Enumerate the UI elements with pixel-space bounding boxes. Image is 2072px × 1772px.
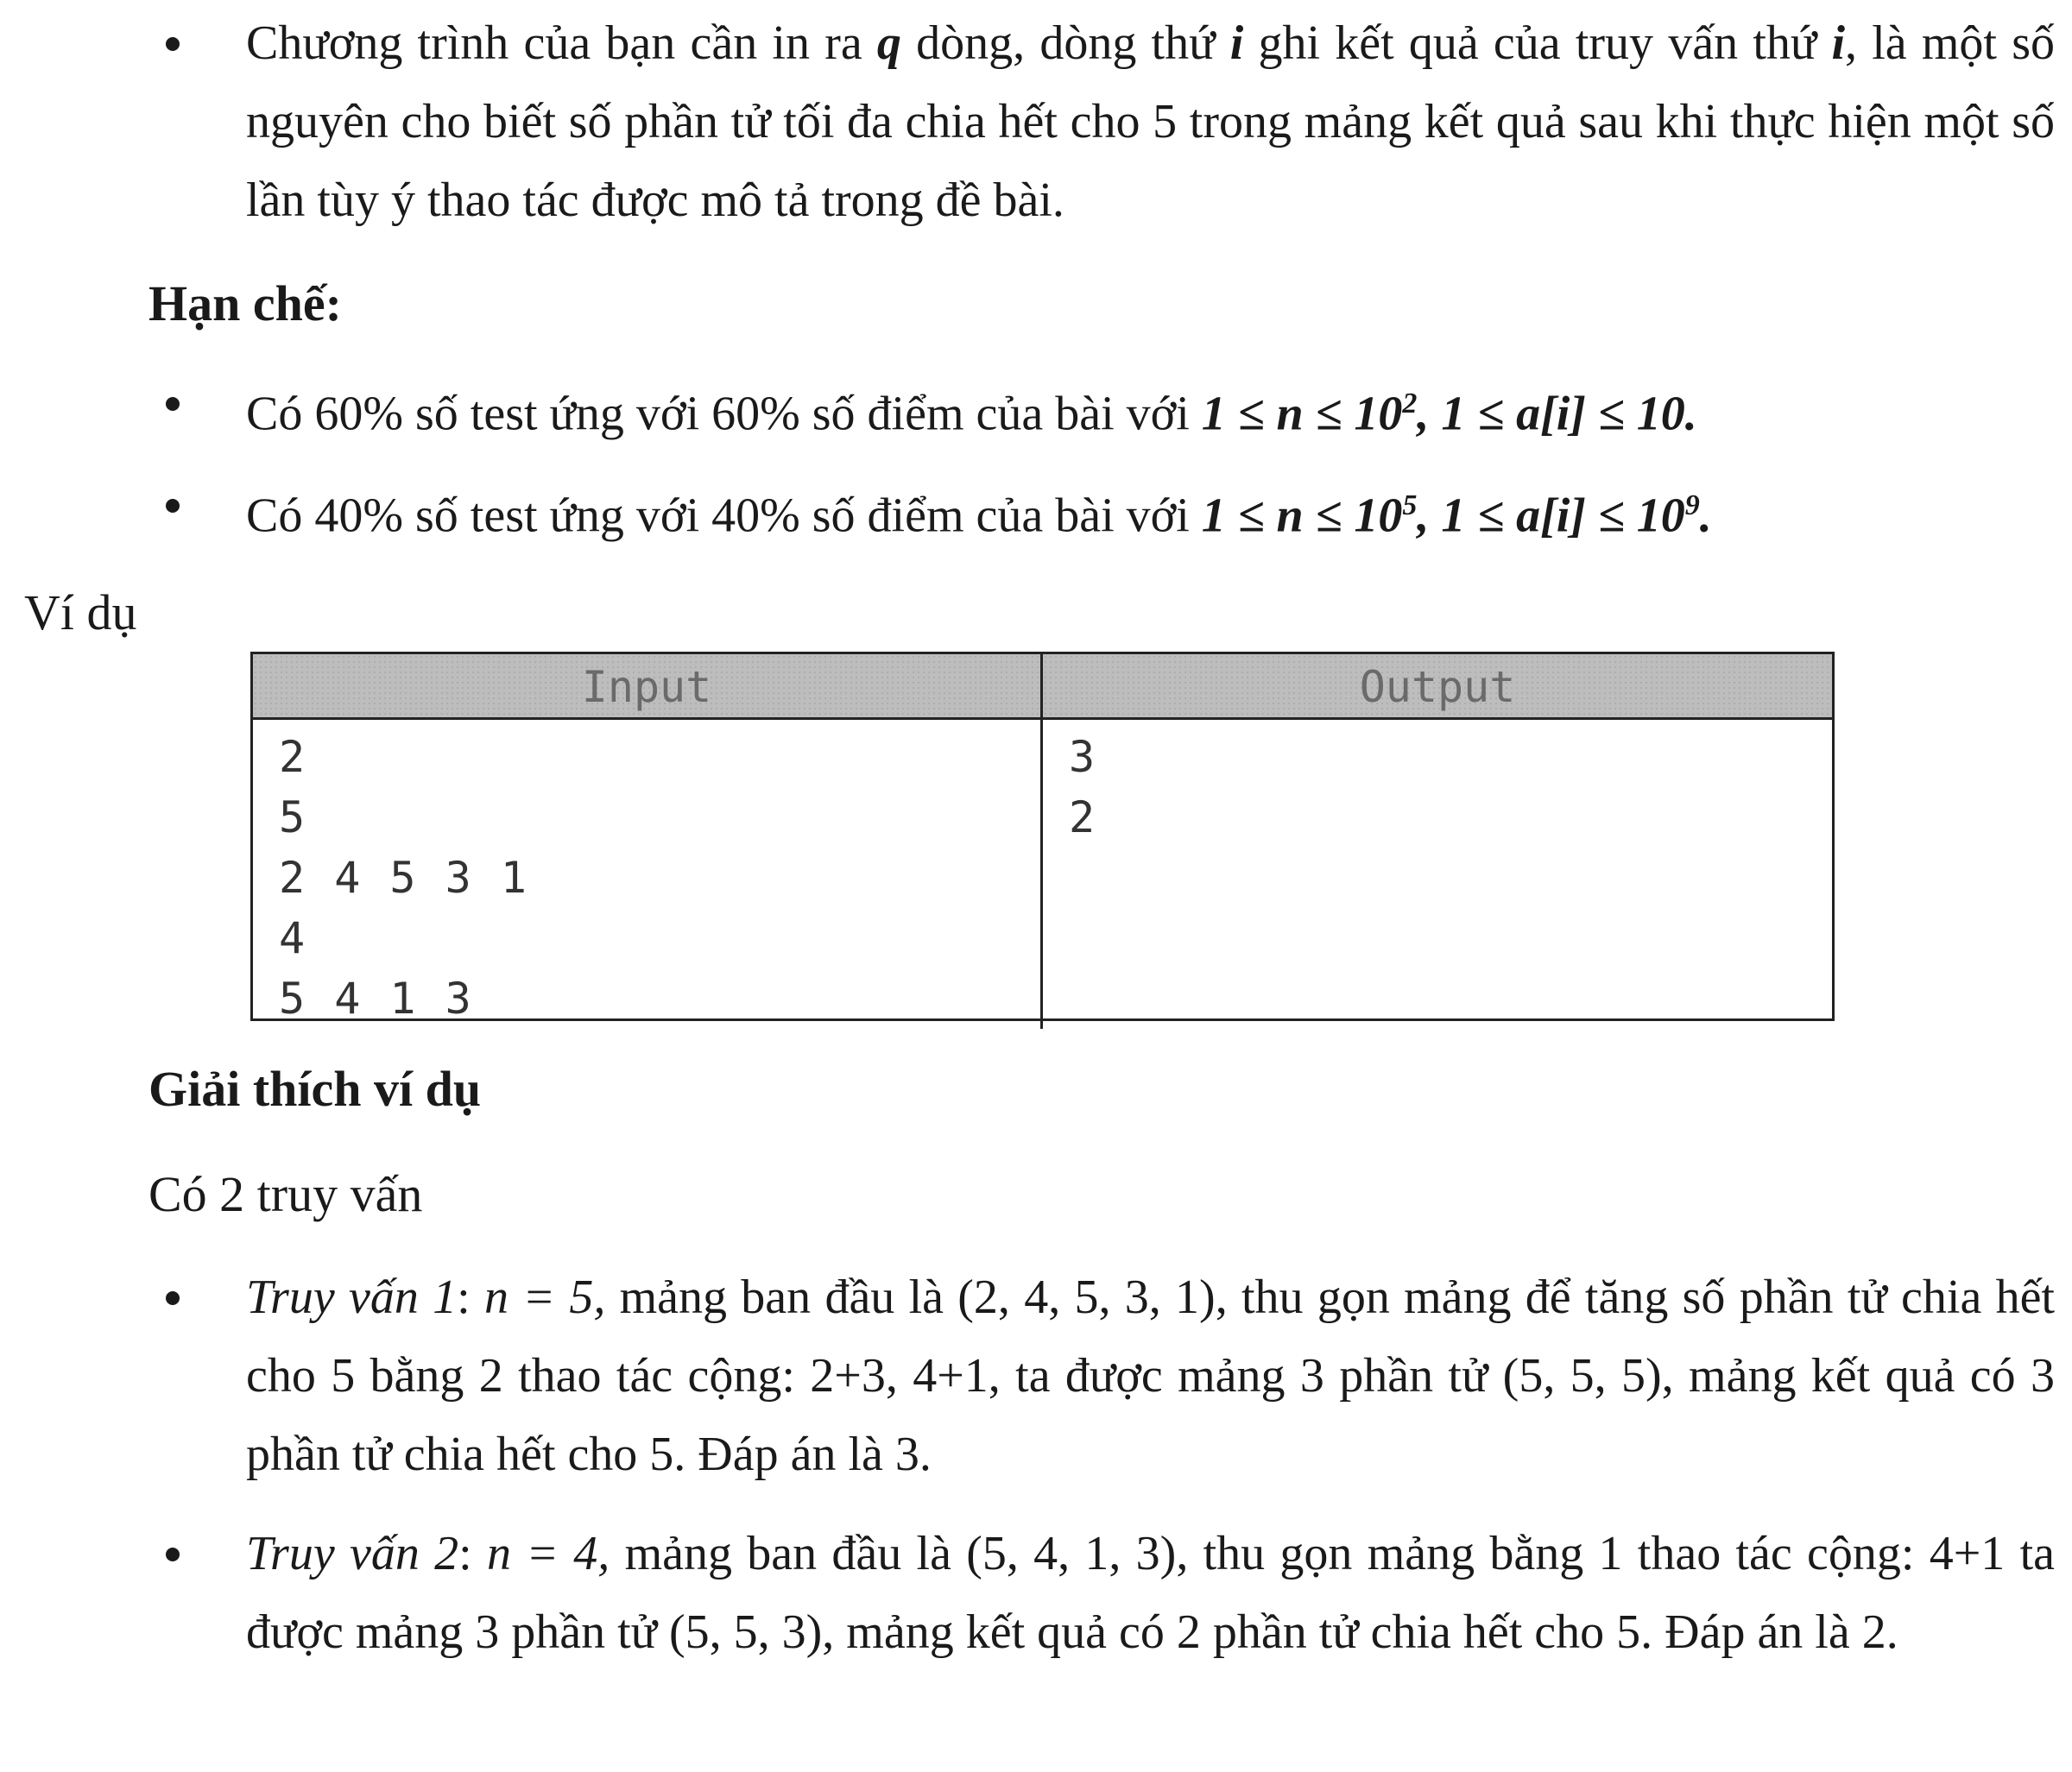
- explanation-list-2: [147, 1515, 2055, 1672]
- output-bullet: [147, 4, 2055, 240]
- bullet-dot: [166, 499, 180, 513]
- query-math: n = 4,: [486, 1527, 610, 1580]
- output-text-2: dòng, dòng thứ: [900, 16, 1230, 70]
- output-text-1: Chương trình của bạn cần in ra: [246, 16, 877, 70]
- constraint-math-b: , 1 ≤ a[i] ≤ 10: [1417, 489, 1685, 543]
- constraint-sup-2: 9: [1684, 489, 1700, 521]
- explanation-item-2: Truy vấn 2: n = 4, mảng ban đầu là (5, 4, 1, 3), thu gọn mảng bằng 1 thao tác cộng: 4+1 ta được mảng 3 phần tử (5, 5, 3), mảng kết quả có 2 phần tử chia hết cho 5. Đáp án là 2.: [147, 1515, 2055, 1672]
- bullet-dot: [166, 397, 180, 411]
- query-label: Truy vấn 1: [246, 1271, 458, 1324]
- constraint-item-2: [147, 466, 2055, 556]
- query-text: mảng ban đầu là (5, 4, 1, 3), thu gọn mảng bằng 1 thao tác cộng: 4+1 ta được mảng 3 phần tử (5, 5, 3), mảng kết quả có 2 phần tử chia hết cho 5. Đáp án là 2.: [246, 1527, 2055, 1659]
- input-line: 2 4 5 3 1: [279, 853, 528, 903]
- output-cell: [1043, 720, 1832, 1029]
- example-table: [250, 652, 1835, 1024]
- constraint-text: Có 60% số test ứng với 60% số điểm của bài với: [246, 387, 1202, 441]
- output-header: Output: [1043, 654, 1832, 720]
- output-description: [147, 4, 2055, 240]
- constraint-text: Có 40% số test ứng với 40% số điểm của bài với: [246, 489, 1202, 543]
- input-line: 4: [279, 913, 307, 963]
- query-math: n = 5,: [483, 1271, 606, 1324]
- constraints-heading: Hạn chế:: [148, 275, 342, 331]
- input-line: 2: [279, 732, 307, 782]
- example-label: Ví dụ: [24, 584, 137, 640]
- var-i-2: i: [1831, 16, 1846, 70]
- explanation-list: [147, 1258, 2055, 1494]
- constraint-sup: 2: [1402, 388, 1418, 419]
- bullet-dot: [166, 1291, 180, 1305]
- constraints-list: [147, 364, 2055, 454]
- constraints-list-2: [147, 466, 2055, 556]
- constraint-sup: 5: [1402, 489, 1418, 521]
- constraint-math: 1 ≤ n ≤ 10: [1201, 489, 1403, 543]
- input-cell: [253, 720, 1043, 1029]
- query-label: Truy vấn 2: [246, 1527, 459, 1580]
- output-line: 2: [1069, 792, 1097, 842]
- constraint-math: 1 ≤ n ≤ 10: [1201, 387, 1403, 441]
- var-i: i: [1229, 16, 1244, 70]
- input-line: 5 4 1 3: [279, 974, 473, 1024]
- explanation-intro: Có 2 truy vấn: [148, 1166, 423, 1222]
- output-text-3: ghi kết quả của truy vấn thứ: [1243, 16, 1832, 70]
- explanation-heading: Giải thích ví dụ: [148, 1061, 482, 1117]
- query-text: mảng ban đầu là (2, 4, 5, 3, 1), thu gọn mảng để tăng số phần tử chia hết cho 5 bằng 2 thao tác cộng: 2+3, 4+1, ta được mảng 3 phần tử (5, 5, 5), mảng kết quả có 3 phần tử chia hết cho 5. Đáp án là 3.: [246, 1271, 2055, 1481]
- bullet-dot: [166, 1548, 180, 1561]
- input-header: Input: [253, 654, 1043, 720]
- output-text-4: , là một số nguyên cho biết số phần tử tối đa chia hết cho 5 trong mảng kết quả sau khi thực hiện một số lần tùy ý thao tác được mô tả trong đề bài.: [246, 16, 2055, 227]
- constraint-item-1: [147, 364, 2055, 454]
- var-q: q: [876, 16, 901, 70]
- output-line: 3: [1069, 732, 1097, 782]
- input-line: 5: [279, 792, 307, 842]
- explanation-item-1: Truy vấn 1: n = 5, mảng ban đầu là (2, 4, 5, 3, 1), thu gọn mảng để tăng số phần tử chia hết cho 5 bằng 2 thao tác cộng: 2+3, 4+1, ta được mảng 3 phần tử (5, 5, 5), mảng kết quả có 3 phần tử chia hết cho 5. Đáp án là 3.: [147, 1258, 2055, 1494]
- constraint-math-b: , 1 ≤ a[i] ≤ 10.: [1417, 387, 1697, 441]
- bullet-dot: [166, 37, 180, 51]
- constraint-math-c: .: [1699, 489, 1712, 543]
